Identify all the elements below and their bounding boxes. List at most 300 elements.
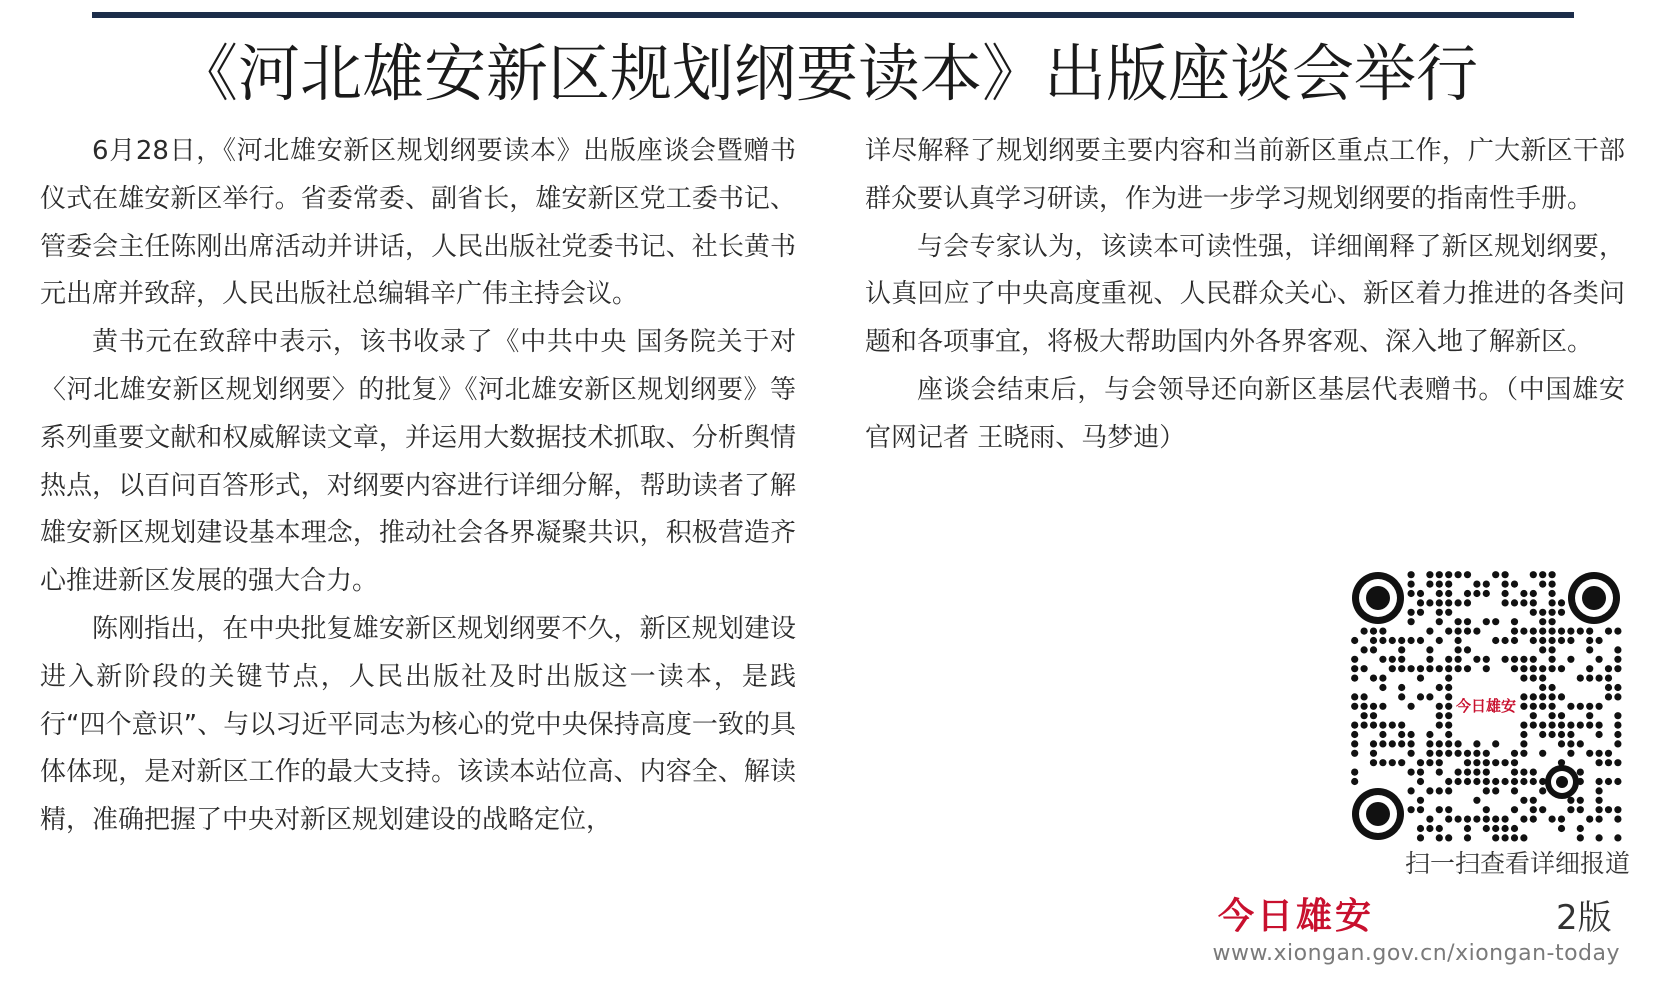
qr-dot — [1567, 750, 1574, 757]
qr-dot — [1417, 665, 1424, 672]
qr-dot — [1436, 590, 1443, 597]
qr-dot — [1389, 665, 1396, 672]
qr-dot — [1511, 618, 1518, 625]
qr-dot — [1502, 581, 1509, 588]
qr-dot — [1539, 665, 1546, 672]
qr-dot — [1426, 693, 1433, 700]
qr-dot — [1549, 609, 1556, 616]
qr-dot — [1530, 693, 1537, 700]
qr-dot — [1436, 769, 1443, 776]
qr-dot — [1530, 722, 1537, 729]
qr-dot — [1436, 787, 1443, 794]
qr-dot — [1558, 740, 1565, 747]
qr-dot — [1445, 628, 1452, 635]
qr-dot — [1455, 769, 1462, 776]
qr-dot — [1483, 816, 1490, 823]
qr-dot — [1549, 571, 1556, 578]
qr-dot — [1473, 778, 1480, 785]
qr-dot — [1520, 693, 1527, 700]
qr-dot — [1596, 816, 1603, 823]
qr-dot — [1445, 778, 1452, 785]
qr-caption: 扫一扫查看详细报道 — [1404, 849, 1630, 878]
qr-dot — [1492, 816, 1499, 823]
qr-dot — [1558, 712, 1565, 719]
qr-dot — [1408, 609, 1415, 616]
qr-dot — [1483, 787, 1490, 794]
qr-dot — [1577, 797, 1584, 804]
qr-dot — [1586, 637, 1593, 644]
qr-dot — [1520, 665, 1527, 672]
qr-dot — [1539, 571, 1546, 578]
qr-dot — [1539, 637, 1546, 644]
qr-dot — [1492, 571, 1499, 578]
qr-dot — [1502, 599, 1509, 606]
qr-dot — [1549, 581, 1556, 588]
qr-dot — [1464, 825, 1471, 832]
qr-dot — [1511, 769, 1518, 776]
qr-dot — [1502, 571, 1509, 578]
qr-dot — [1530, 797, 1537, 804]
qr-dot — [1614, 806, 1621, 813]
qr-dot — [1445, 581, 1452, 588]
qr-dot — [1511, 656, 1518, 663]
qr-dot — [1436, 637, 1443, 644]
qr-dot — [1549, 628, 1556, 635]
qr-dot — [1492, 759, 1499, 766]
qr-dot — [1605, 675, 1612, 682]
qr-dot — [1558, 637, 1565, 644]
qr-dot — [1530, 656, 1537, 663]
qr-dot — [1426, 571, 1433, 578]
paragraph-continuation: 详尽解释了规划纲要主要内容和当前新区重点工作，广大新区干部群众要认真学习研读，作为进一步学习规划纲要的指南性手册。 — [865, 136, 1625, 214]
qr-dot — [1455, 656, 1462, 663]
qr-dot — [1464, 769, 1471, 776]
qr-dot — [1596, 656, 1603, 663]
qr-dot — [1520, 599, 1527, 606]
qr-dot — [1511, 628, 1518, 635]
qr-dot — [1577, 769, 1584, 776]
qr-dot — [1436, 618, 1443, 625]
qr-dot — [1539, 703, 1546, 710]
qr-dot — [1511, 825, 1518, 832]
qr-dot — [1605, 628, 1612, 635]
qr-dot — [1520, 703, 1527, 710]
qr-dot — [1445, 693, 1452, 700]
qr-dot — [1379, 684, 1386, 691]
qr-dot — [1586, 628, 1593, 635]
qr-dot — [1445, 703, 1452, 710]
qr-dot — [1483, 618, 1490, 625]
qr-dot — [1436, 581, 1443, 588]
qr-dot — [1586, 675, 1593, 682]
qr-dot — [1445, 731, 1452, 738]
qr-dot — [1558, 609, 1565, 616]
qr-dot — [1605, 693, 1612, 700]
top-rule — [92, 12, 1574, 18]
qr-dot — [1436, 740, 1443, 747]
qr-dot — [1455, 665, 1462, 672]
qr-dot — [1502, 656, 1509, 663]
qr-dot — [1445, 750, 1452, 757]
qr-dot — [1614, 665, 1621, 672]
qr-dot — [1436, 609, 1443, 616]
qr-dot — [1596, 834, 1603, 841]
qr-dot — [1520, 740, 1527, 747]
qr-dot — [1473, 769, 1480, 776]
qr-dot — [1549, 722, 1556, 729]
qr-dot — [1614, 646, 1621, 653]
qr-dot — [1539, 693, 1546, 700]
qr-dot — [1351, 722, 1358, 729]
qr-dot — [1520, 731, 1527, 738]
qr-dot — [1596, 731, 1603, 738]
qr-dot — [1549, 684, 1556, 691]
qr-dot — [1370, 740, 1377, 747]
qr-dot — [1370, 712, 1377, 719]
qr-dot — [1426, 750, 1433, 757]
article-column-left — [40, 128, 796, 845]
qr-dot — [1445, 571, 1452, 578]
qr-dot — [1558, 731, 1565, 738]
qr-dot — [1436, 712, 1443, 719]
qr-dot — [1483, 759, 1490, 766]
qr-dot — [1520, 750, 1527, 757]
qr-dot — [1596, 703, 1603, 710]
qr-dot — [1511, 665, 1518, 672]
qr-dot — [1520, 628, 1527, 635]
qr-dot — [1577, 722, 1584, 729]
qr-dot — [1492, 740, 1499, 747]
qr-dot — [1483, 656, 1490, 663]
qr-dot — [1417, 759, 1424, 766]
qr-dot — [1351, 778, 1358, 785]
qr-dot — [1436, 825, 1443, 832]
qr-dot — [1379, 628, 1386, 635]
qr-dot — [1520, 656, 1527, 663]
qr-dot — [1370, 722, 1377, 729]
qr-dot — [1520, 675, 1527, 682]
qr-dot — [1549, 599, 1556, 606]
article-column-right — [865, 128, 1625, 463]
qr-dot — [1398, 637, 1405, 644]
qr-dot — [1577, 628, 1584, 635]
qr-dot — [1586, 665, 1593, 672]
qr-dot — [1361, 712, 1368, 719]
qr-dot — [1455, 599, 1462, 606]
qr-dot — [1483, 769, 1490, 776]
qr-dot — [1455, 628, 1462, 635]
qr-dot — [1417, 825, 1424, 832]
qr-dot — [1614, 759, 1621, 766]
qr-dot — [1558, 693, 1565, 700]
qr-dot — [1511, 581, 1518, 588]
qr-dot — [1577, 703, 1584, 710]
headline: 《河北雄安新区规划纲要读本》出版座谈会举行 — [175, 37, 1478, 110]
qr-dot — [1567, 731, 1574, 738]
qr-dot — [1539, 646, 1546, 653]
qr-dot — [1530, 637, 1537, 644]
qr-dot — [1614, 740, 1621, 747]
qr-dot — [1361, 722, 1368, 729]
qr-dot — [1502, 637, 1509, 644]
qr-dot — [1473, 628, 1480, 635]
qr-dot — [1614, 816, 1621, 823]
qr-dot — [1417, 806, 1424, 813]
qr-dot — [1567, 722, 1574, 729]
qr-dot — [1398, 740, 1405, 747]
qr-dot — [1539, 628, 1546, 635]
qr-dot — [1502, 590, 1509, 597]
qr-dot — [1520, 590, 1527, 597]
qr-dot — [1408, 806, 1415, 813]
qr-dot — [1530, 806, 1537, 813]
qr-dot — [1464, 759, 1471, 766]
qr-dot — [1530, 571, 1537, 578]
qr-dot — [1445, 816, 1452, 823]
qr-dot — [1577, 825, 1584, 832]
qr-dot — [1567, 806, 1574, 813]
qr-dot — [1596, 637, 1603, 644]
qr-dot — [1567, 628, 1574, 635]
qr-dot — [1473, 740, 1480, 747]
qr-dot — [1558, 816, 1565, 823]
qr-dot — [1445, 787, 1452, 794]
qr-dot — [1370, 703, 1377, 710]
qr-dot — [1558, 665, 1565, 672]
qr-dot — [1502, 816, 1509, 823]
qr-dot — [1370, 646, 1377, 653]
qr-dot — [1483, 665, 1490, 672]
qr-dot — [1455, 637, 1462, 644]
qr-dot — [1464, 628, 1471, 635]
qr-dot — [1520, 769, 1527, 776]
qr-dot — [1361, 665, 1368, 672]
qr-dot — [1351, 703, 1358, 710]
qr-dot — [1445, 722, 1452, 729]
qr-dot — [1549, 693, 1556, 700]
qr-dot — [1408, 618, 1415, 625]
qr-dot — [1511, 599, 1518, 606]
qr-dot — [1558, 825, 1565, 832]
qr-dot — [1417, 675, 1424, 682]
qr-dot — [1436, 806, 1443, 813]
qr-dot — [1398, 665, 1405, 672]
qr-dot — [1455, 740, 1462, 747]
qr-dot — [1351, 731, 1358, 738]
qr-dot — [1549, 590, 1556, 597]
qr-dot — [1445, 599, 1452, 606]
qr-dot — [1398, 684, 1405, 691]
qr-dot — [1558, 599, 1565, 606]
qr-dot — [1605, 759, 1612, 766]
qr-dot — [1614, 684, 1621, 691]
qr-dot — [1408, 750, 1415, 757]
qr-dot — [1567, 703, 1574, 710]
qr-dot — [1351, 656, 1358, 663]
qr-dot — [1605, 750, 1612, 757]
qr-dot — [1539, 609, 1546, 616]
qr-dot — [1464, 834, 1471, 841]
qr-dot — [1473, 656, 1480, 663]
qr-dot — [1408, 637, 1415, 644]
qr-dot — [1473, 581, 1480, 588]
qr-dot — [1455, 618, 1462, 625]
qr-dot — [1417, 599, 1424, 606]
qr-dot — [1398, 759, 1405, 766]
qr-dot — [1445, 684, 1452, 691]
qr-dot — [1398, 722, 1405, 729]
qr-dot — [1398, 693, 1405, 700]
qr-dot — [1539, 618, 1546, 625]
qr-dot — [1370, 628, 1377, 635]
qr-dot — [1577, 806, 1584, 813]
qr-dot — [1530, 628, 1537, 635]
qr-dot — [1379, 637, 1386, 644]
qr-dot — [1549, 703, 1556, 710]
qr-dot — [1455, 778, 1462, 785]
qr-dot — [1408, 769, 1415, 776]
qr-dot — [1483, 750, 1490, 757]
qr-dot — [1473, 590, 1480, 597]
qr-dot — [1530, 665, 1537, 672]
qr-dot — [1596, 759, 1603, 766]
qr-dot — [1596, 722, 1603, 729]
qr-dot — [1530, 816, 1537, 823]
qr-dot — [1408, 571, 1415, 578]
qr-dot — [1605, 684, 1612, 691]
qr-dot — [1379, 740, 1386, 747]
qr-dot — [1436, 599, 1443, 606]
qr-dot — [1549, 656, 1556, 663]
qr-dot — [1351, 740, 1358, 747]
qr-dot — [1586, 816, 1593, 823]
qr-dot — [1614, 731, 1621, 738]
qr-dot — [1417, 609, 1424, 616]
qr-dot — [1502, 825, 1509, 832]
qr-dot — [1596, 797, 1603, 804]
qr-dot — [1530, 590, 1537, 597]
qr-dot — [1511, 637, 1518, 644]
qr-dot — [1549, 712, 1556, 719]
qr-dot — [1502, 834, 1509, 841]
qr-dot — [1370, 759, 1377, 766]
qr-dot — [1445, 665, 1452, 672]
qr-dot — [1596, 750, 1603, 757]
qr-dot — [1492, 834, 1499, 841]
qr-dot — [1426, 816, 1433, 823]
qr-dot — [1455, 646, 1462, 653]
qr-dot — [1511, 750, 1518, 757]
qr-dot — [1614, 712, 1621, 719]
qr-dot — [1445, 590, 1452, 597]
qr-dot — [1511, 834, 1518, 841]
qr-dot — [1577, 740, 1584, 747]
qr-dot — [1351, 693, 1358, 700]
qr-dot — [1549, 646, 1556, 653]
qr-dot — [1614, 778, 1621, 785]
qr-dot — [1549, 665, 1556, 672]
qr-dot — [1511, 806, 1518, 813]
qr-dot — [1379, 759, 1386, 766]
qr-dot — [1614, 656, 1621, 663]
qr-dot — [1567, 656, 1574, 663]
qr-dot — [1417, 834, 1424, 841]
paragraph: 6月28日，《河北雄安新区规划纲要读本》出版座谈会暨赠书仪式在雄安新区举行。省委常委、副省长，雄安新区党工委书记、管委会主任陈刚出席活动并讲话，人民出版社党委书记、社长黄书元出席并致辞，人民出版社总编辑辛广伟主持会议。 — [40, 136, 796, 310]
qr-dot — [1361, 646, 1368, 653]
qr-dot — [1492, 787, 1499, 794]
qr-dot — [1464, 571, 1471, 578]
qr-dot — [1408, 787, 1415, 794]
qr-dot — [1577, 675, 1584, 682]
qr-dot — [1464, 816, 1471, 823]
qr-dot — [1379, 703, 1386, 710]
qr-dot — [1436, 750, 1443, 757]
qr-dot — [1426, 646, 1433, 653]
qr-code[interactable] — [1350, 570, 1622, 842]
qr-dot — [1558, 722, 1565, 729]
qr-dot — [1436, 834, 1443, 841]
qr-dot — [1511, 778, 1518, 785]
qr-dot — [1426, 599, 1433, 606]
qr-dot — [1567, 797, 1574, 804]
qr-dot — [1351, 665, 1358, 672]
qr-dot — [1596, 787, 1603, 794]
qr-dot — [1492, 778, 1499, 785]
paragraph: 与会专家认为，该读本可读性强，详细阐释了新区规划纲要，认真回应了中央高度重视、人民群众关心、新区着力推进的各类问题和各项事宜，将极大帮助国内外各界客观、深入地了解新区。 — [865, 231, 1625, 358]
qr-dot — [1520, 816, 1527, 823]
qr-dot — [1605, 778, 1612, 785]
qr-dot — [1539, 675, 1546, 682]
paragraph: 座谈会结束后，与会领导还向新区基层代表赠书。（中国雄安官网记者 王晓雨、马梦迪） — [865, 374, 1625, 453]
qr-dot — [1445, 806, 1452, 813]
qr-dot — [1539, 684, 1546, 691]
qr-dot — [1520, 722, 1527, 729]
qr-dot — [1426, 665, 1433, 672]
qr-dot — [1502, 759, 1509, 766]
qr-dot — [1351, 637, 1358, 644]
qr-dot — [1596, 778, 1603, 785]
qr-dot — [1379, 722, 1386, 729]
qr-dot — [1370, 637, 1377, 644]
qr-dot — [1445, 740, 1452, 747]
qr-dot — [1426, 759, 1433, 766]
qr-dot — [1502, 778, 1509, 785]
qr-dot — [1558, 628, 1565, 635]
qr-dot — [1379, 675, 1386, 682]
qr-dot — [1596, 806, 1603, 813]
qr-dot — [1492, 618, 1499, 625]
qr-dot — [1408, 731, 1415, 738]
qr-dot — [1511, 759, 1518, 766]
qr-dot — [1426, 581, 1433, 588]
qr-dot — [1586, 722, 1593, 729]
qr-dot — [1614, 693, 1621, 700]
qr-dot — [1417, 797, 1424, 804]
qr-dot — [1464, 599, 1471, 606]
qr-dot — [1445, 712, 1452, 719]
brand-logo: 今日雄安 — [1218, 895, 1375, 937]
qr-dot — [1426, 731, 1433, 738]
qr-dot — [1586, 703, 1593, 710]
qr-dot — [1351, 675, 1358, 682]
qr-dot — [1520, 778, 1527, 785]
site-url[interactable]: www.xiongan.gov.cn/xiongan-today — [1212, 941, 1620, 966]
qr-dot — [1436, 759, 1443, 766]
qr-dot — [1426, 825, 1433, 832]
qr-center-logo: 今日雄安 — [1455, 697, 1517, 715]
qr-dot — [1445, 675, 1452, 682]
qr-dot — [1464, 590, 1471, 597]
